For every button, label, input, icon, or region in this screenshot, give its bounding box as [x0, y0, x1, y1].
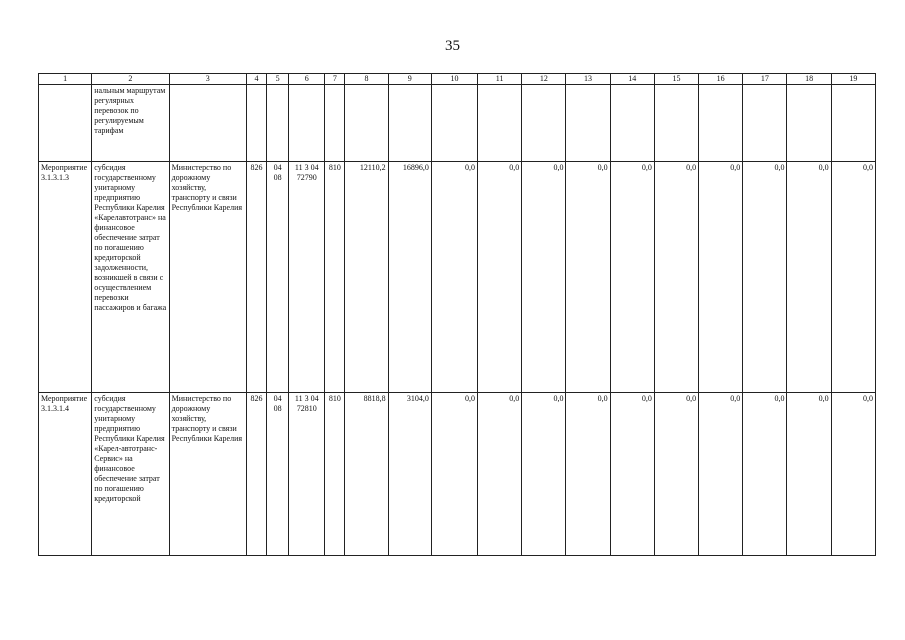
table-cell — [566, 85, 610, 162]
table-cell: 8818,8 — [345, 393, 388, 556]
table-cell — [610, 85, 654, 162]
table-cell — [699, 85, 743, 162]
table-cell: 0,0 — [566, 162, 610, 393]
table-cell: 0,0 — [654, 393, 698, 556]
column-header: 14 — [610, 74, 654, 85]
table-cell: 0,0 — [478, 162, 522, 393]
table-cell: 16896,0 — [388, 162, 431, 393]
table-cell: 0,0 — [654, 162, 698, 393]
column-header: 12 — [522, 74, 566, 85]
column-header: 1 — [39, 74, 92, 85]
table-cell: 04 08 — [267, 393, 289, 556]
column-header: 9 — [388, 74, 431, 85]
table-cell: 0,0 — [831, 393, 875, 556]
table-cell: 0,0 — [831, 162, 875, 393]
column-header: 18 — [787, 74, 831, 85]
table-cell: 0,0 — [699, 162, 743, 393]
table-cell: 0,0 — [699, 393, 743, 556]
column-header: 19 — [831, 74, 875, 85]
table-cell: 04 08 — [267, 162, 289, 393]
table-cell: Мероприятие 3.1.3.1.3 — [39, 162, 92, 393]
table-cell — [345, 85, 388, 162]
table-cell — [39, 85, 92, 162]
table-cell — [325, 85, 345, 162]
table-cell: 12110,2 — [345, 162, 388, 393]
table-cell: Мероприятие 3.1.3.1.4 — [39, 393, 92, 556]
header-row — [39, 74, 876, 85]
table-row — [39, 162, 876, 393]
column-header: 13 — [566, 74, 610, 85]
column-header: 3 — [169, 74, 246, 85]
table-cell: субсидия государственному унитарному предприятию Республики Карелия «Карел-автотранс-Сервис» на финансовое обеспечение затрат по погашению кредиторской — [92, 393, 169, 556]
table-cell: 0,0 — [431, 393, 477, 556]
column-header: 5 — [267, 74, 289, 85]
table-cell: 0,0 — [566, 393, 610, 556]
column-header: 11 — [478, 74, 522, 85]
column-header: 6 — [289, 74, 325, 85]
table-cell — [267, 85, 289, 162]
table-cell: Министерство по дорожному хозяйству, транспорту и связи Республики Карелия — [169, 162, 246, 393]
table-cell: 0,0 — [610, 393, 654, 556]
table-cell — [289, 85, 325, 162]
table-cell — [431, 85, 477, 162]
table-cell: 0,0 — [478, 393, 522, 556]
table-row — [39, 85, 876, 162]
column-header: 8 — [345, 74, 388, 85]
table-cell: 0,0 — [743, 393, 787, 556]
table-cell: 810 — [325, 162, 345, 393]
table-cell — [654, 85, 698, 162]
table-row — [39, 393, 876, 556]
page-number: 35 — [445, 38, 460, 54]
table-cell — [246, 85, 266, 162]
table-cell — [478, 85, 522, 162]
table-cell: 0,0 — [743, 162, 787, 393]
column-header: 15 — [654, 74, 698, 85]
column-header: 2 — [92, 74, 169, 85]
table-cell — [388, 85, 431, 162]
table-cell: 826 — [246, 162, 266, 393]
table-cell: 0,0 — [787, 162, 831, 393]
table-cell: 11 3 04 72810 — [289, 393, 325, 556]
table-cell: 810 — [325, 393, 345, 556]
table-cell — [169, 85, 246, 162]
table-cell — [831, 85, 875, 162]
table-cell: 826 — [246, 393, 266, 556]
table-cell: 0,0 — [522, 393, 566, 556]
table-cell — [522, 85, 566, 162]
column-header: 16 — [699, 74, 743, 85]
budget-table — [38, 73, 876, 556]
table-cell: 0,0 — [431, 162, 477, 393]
column-header: 7 — [325, 74, 345, 85]
table-cell: 0,0 — [610, 162, 654, 393]
table-cell: 11 3 04 72790 — [289, 162, 325, 393]
table-cell — [743, 85, 787, 162]
table-cell: субсидия государственному унитарному предприятию Республики Карелия «Карелавтотранс» на финансовое обеспечение затрат по погашению кредиторской задолженности, возникшей в связи с осуществлением перевозки пассажиров и багажа — [92, 162, 169, 393]
table-cell: 0,0 — [787, 393, 831, 556]
table-cell: Министерство по дорожному хозяйству, транспорту и связи Республики Карелия — [169, 393, 246, 556]
column-header: 4 — [246, 74, 266, 85]
table-cell — [787, 85, 831, 162]
column-header: 17 — [743, 74, 787, 85]
table-cell: 0,0 — [522, 162, 566, 393]
table-cell: нальным маршрутам регулярных перевозок по регулируемым тарифам — [92, 85, 169, 162]
table-cell: 3104,0 — [388, 393, 431, 556]
column-header: 10 — [431, 74, 477, 85]
